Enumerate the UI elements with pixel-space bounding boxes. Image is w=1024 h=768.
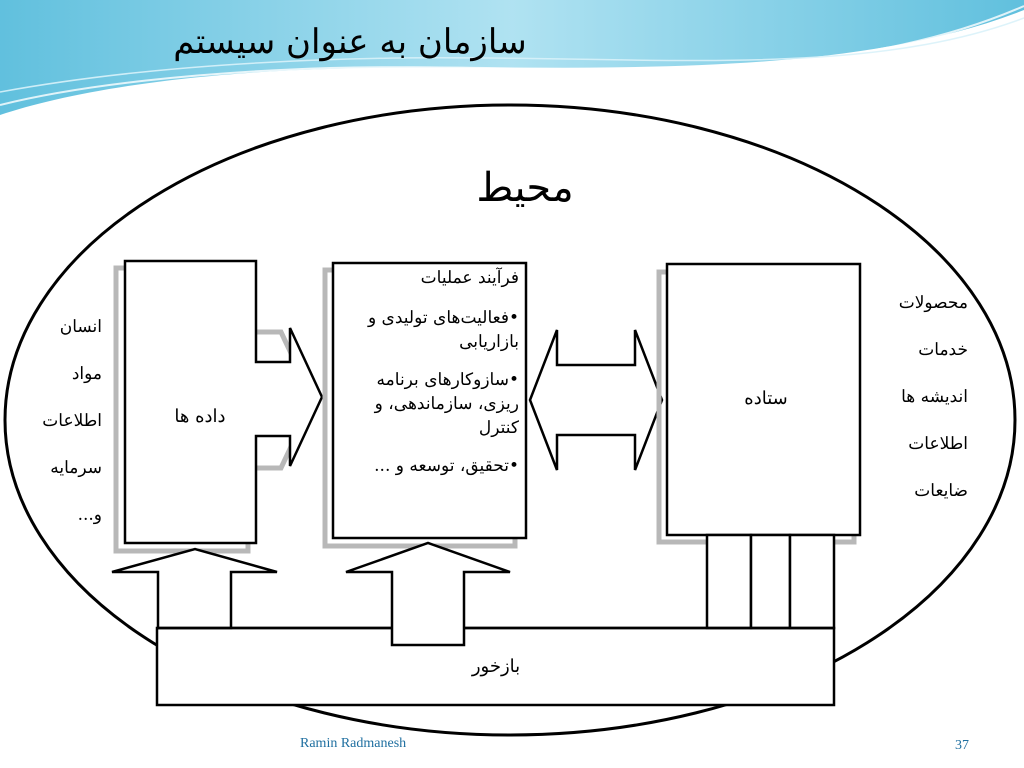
process-item: •فعالیت‌های تولیدی و بازاریابی <box>367 308 519 352</box>
output-item: اطلاعات <box>908 434 968 454</box>
output-pillar-3 <box>790 535 834 628</box>
process-text <box>333 266 519 492</box>
feedback-label: بازخور <box>471 656 521 677</box>
input-item: و... <box>77 505 102 525</box>
input-item: انسان <box>59 317 102 337</box>
output-item: ضایعات <box>914 481 968 501</box>
input-item: اطلاعات <box>42 411 102 431</box>
input-box-label: داده ها <box>174 406 226 427</box>
page-number: 37 <box>955 738 969 753</box>
input-item: سرمایه <box>50 458 102 478</box>
environment-label: محیط <box>476 165 574 211</box>
output-item: اندیشه ها <box>901 387 968 407</box>
footer-author: Ramin Radmanesh <box>300 736 407 751</box>
process-item: •سازوکارهای برنامه ریزی، سازماندهی، و کنترل <box>374 370 519 438</box>
output-pillar-2 <box>751 535 790 628</box>
process-heading: فرآیند عملیات <box>420 268 519 288</box>
output-item: خدمات <box>918 340 968 360</box>
inputs-list <box>10 316 102 551</box>
output-box-label: ستاده <box>744 388 788 409</box>
input-item: مواد <box>71 364 102 384</box>
slide-title: سازمان به عنوان سیستم <box>173 22 527 62</box>
output-item: محصولات <box>898 293 968 313</box>
outputs-list <box>858 292 968 527</box>
process-item: •تحقیق، توسعه و ... <box>374 456 519 476</box>
output-pillar-1 <box>707 535 751 628</box>
